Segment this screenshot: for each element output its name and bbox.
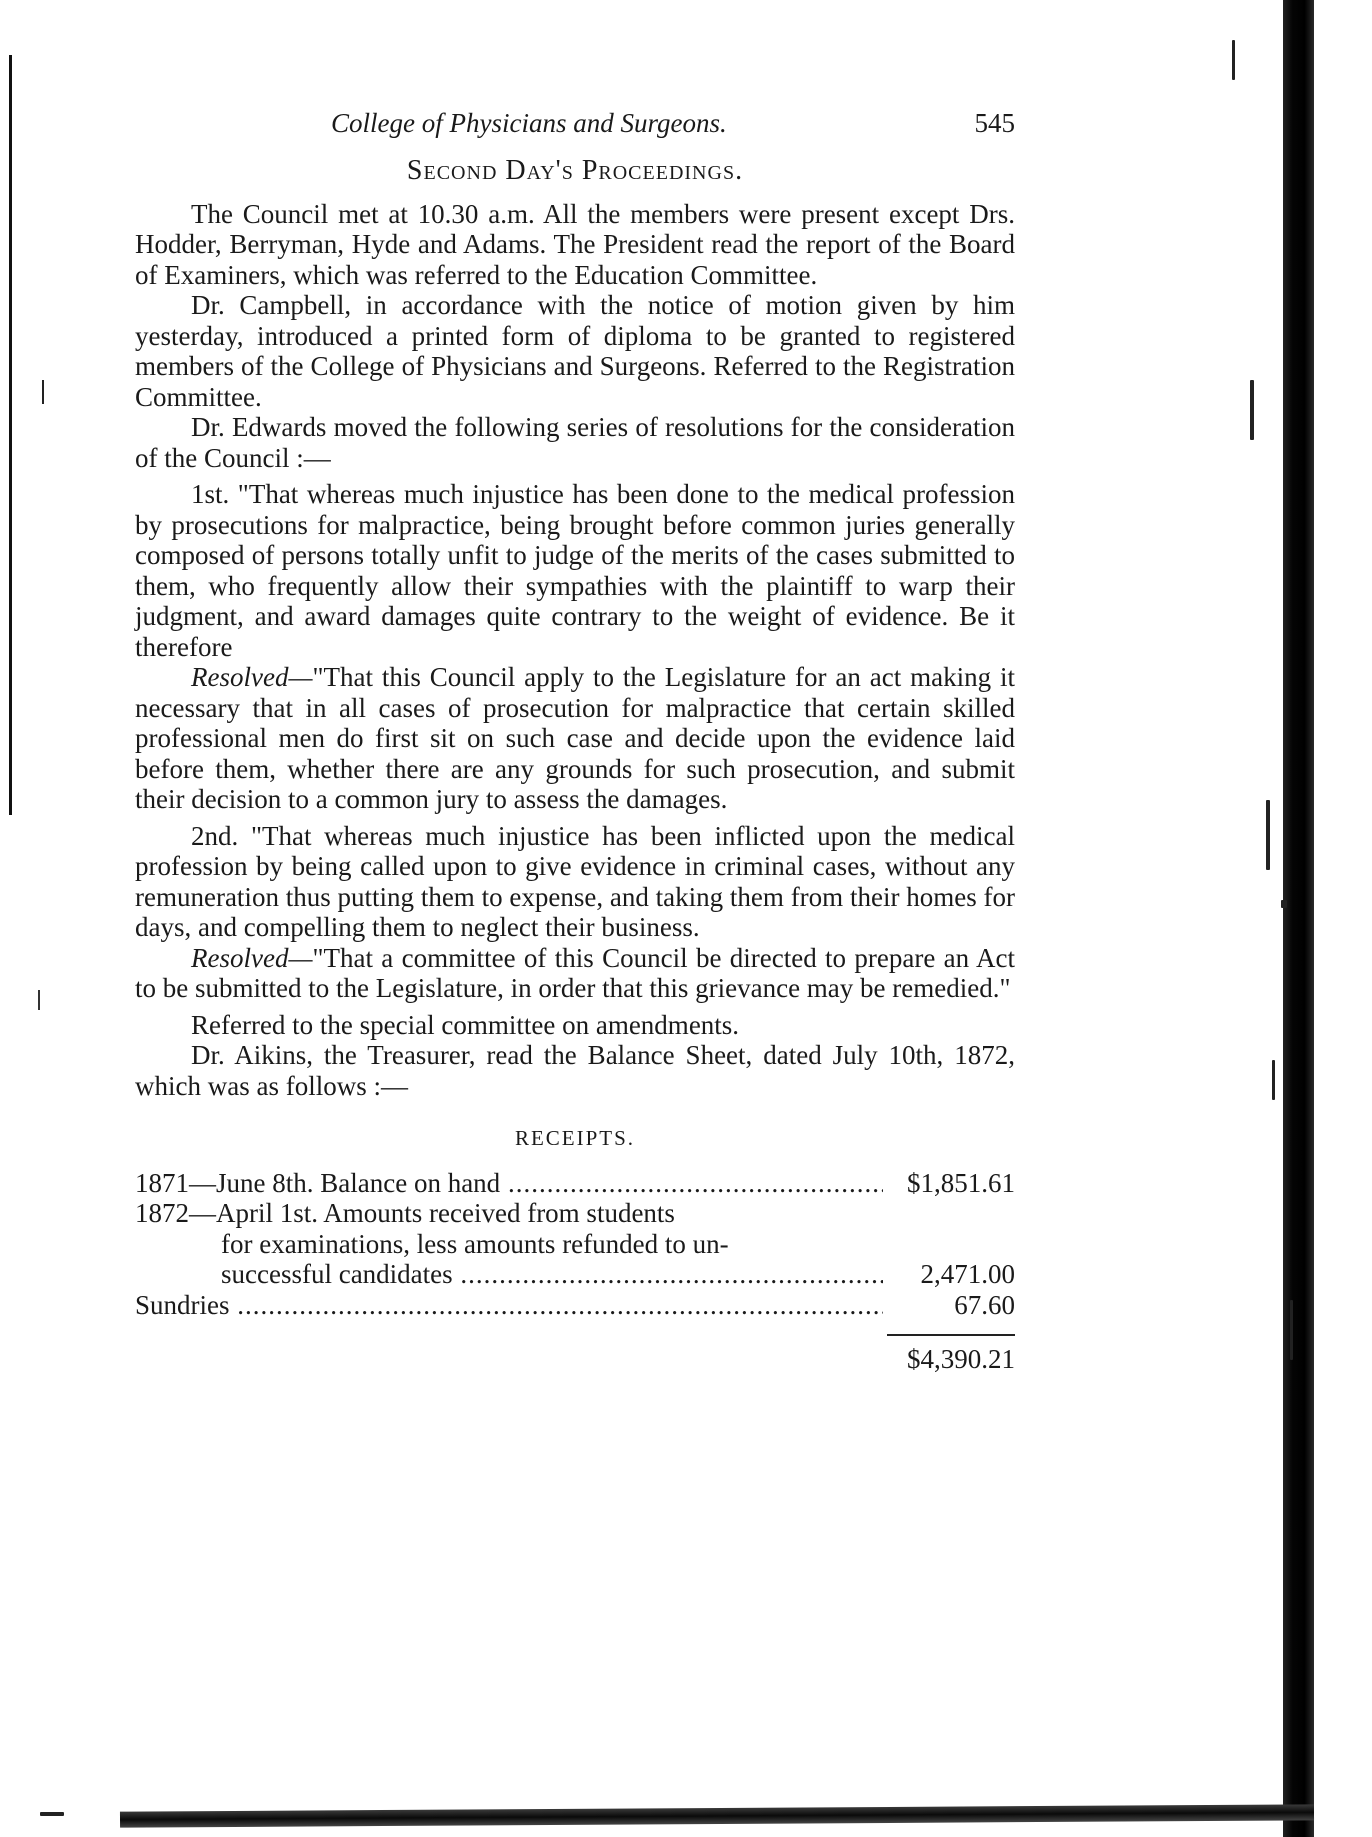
- ledger-description: successful candidates .....: [221, 1259, 883, 1290]
- scan-speck: [1281, 900, 1287, 908]
- paragraph-treasurer-balance: Dr. Aikins, the Treasurer, read the Balance Sheet, dated July 10th, 1872, which was as follows :—: [135, 1040, 1015, 1101]
- paragraph-edwards-motion: Dr. Edwards moved the following series of resolutions for the consideration of the Council :—: [135, 412, 1015, 473]
- paragraph-first-resolution: 1st. "That whereas much injustice has been done to the medical profession by prosecutions for malpractice, being brought before common juries generally composed of persons totally unfit to judge of the merits of the cases submitted to them, who frequently allow their sympathies with the plaintiff to warp their judgment, and award damages quite contrary to the weight of evidence. Be it therefore: [135, 479, 1015, 662]
- scan-speck: [40, 1812, 64, 1816]
- scan-margin-line: [9, 55, 12, 815]
- ledger-total: $4,390.21: [907, 1344, 1015, 1374]
- receipts-heading: RECEIPTS.: [514, 1126, 636, 1150]
- ledger-amount: 2,471.00: [920, 1259, 1015, 1289]
- paragraph-resolved-two: [135, 943, 1015, 1004]
- ledger-row: [135, 1290, 1015, 1321]
- paragraph-campbell-diploma: Dr. Campbell, in accordance with the notice of motion given by him yesterday, introduced a printed form of diploma to be granted to registered members of the College of Physicians and Surgeons. Referred to the Registration Committee.: [135, 290, 1015, 412]
- resolved-label: Resolved—: [191, 942, 313, 973]
- ledger-description: 1871—June 8th. Balance on hand .....: [135, 1168, 883, 1199]
- scan-speck: [1266, 800, 1270, 870]
- ledger-row: [135, 1259, 1015, 1290]
- scan-margin-mark: [38, 990, 40, 1010]
- scan-speck: [1272, 1060, 1275, 1100]
- resolved-label: Resolved—: [191, 662, 313, 692]
- section-heading: Second Day's Proceedings.: [406, 155, 744, 186]
- ledger-amount: $1,851.61: [907, 1167, 1015, 1198]
- resolved-text: "That this Council apply to the Legislature for an act making it necessary that in all cases of prosecution for malpractice that certain skilled professional men do first sit on such case and decide upon the evidence laid before them, whether there are any grounds for such prosecution, and submit their decision to a common jury to assess the damages.: [135, 662, 1015, 814]
- ledger-row: [135, 1198, 1015, 1229]
- total-rule: [887, 1334, 1015, 1336]
- paragraph-resolved-one: [135, 662, 1015, 815]
- ledger-description: Sundries .....: [135, 1290, 883, 1321]
- ledger-description: 1872—April 1st. Amounts received from students: [135, 1198, 675, 1228]
- ledger-description: for examinations, less amounts refunded to un-: [221, 1228, 729, 1259]
- scan-speck: [1290, 1300, 1293, 1360]
- scan-edge-shadow-right: [1283, 0, 1314, 1837]
- running-header: [135, 108, 1015, 148]
- ledger-amount: 67.60: [954, 1289, 1015, 1320]
- ledger-row: [135, 1168, 1015, 1199]
- scan-margin-mark: [42, 380, 44, 404]
- paragraph-second-resolution: 2nd. "That whereas much injustice has been inflicted upon the medical profession by being called upon to give evidence in criminal cases, without any remuneration thus putting them to expense, and taking them from their homes for days, and compelling them to neglect their business.: [135, 820, 1015, 942]
- paragraph-referred-amendments: Referred to the special committee on amendments.: [191, 1009, 740, 1040]
- receipts-table: [135, 1168, 1015, 1375]
- resolved-text: "That a committee of this Council be directed to prepare an Act to be submitted to the Legislature, in order that this grievance may be remedied.": [135, 942, 1015, 1003]
- document-page: [135, 108, 1015, 1375]
- paragraph-council-met: The Council met at 10.30 a.m. All the members were present except Drs. Hodder, Berryman, Hyde and Adams. The President read the report of the Board of Examiners, which was referred to the Education Committee.: [135, 198, 1015, 290]
- scan-speck: [1232, 40, 1235, 80]
- ledger-row: [135, 1229, 1015, 1260]
- scan-speck: [1250, 380, 1254, 440]
- page-number: 545: [974, 108, 1015, 138]
- scan-edge-shadow-bottom: [120, 1804, 1314, 1827]
- running-title: College of Physicians and Surgeons.: [331, 108, 727, 138]
